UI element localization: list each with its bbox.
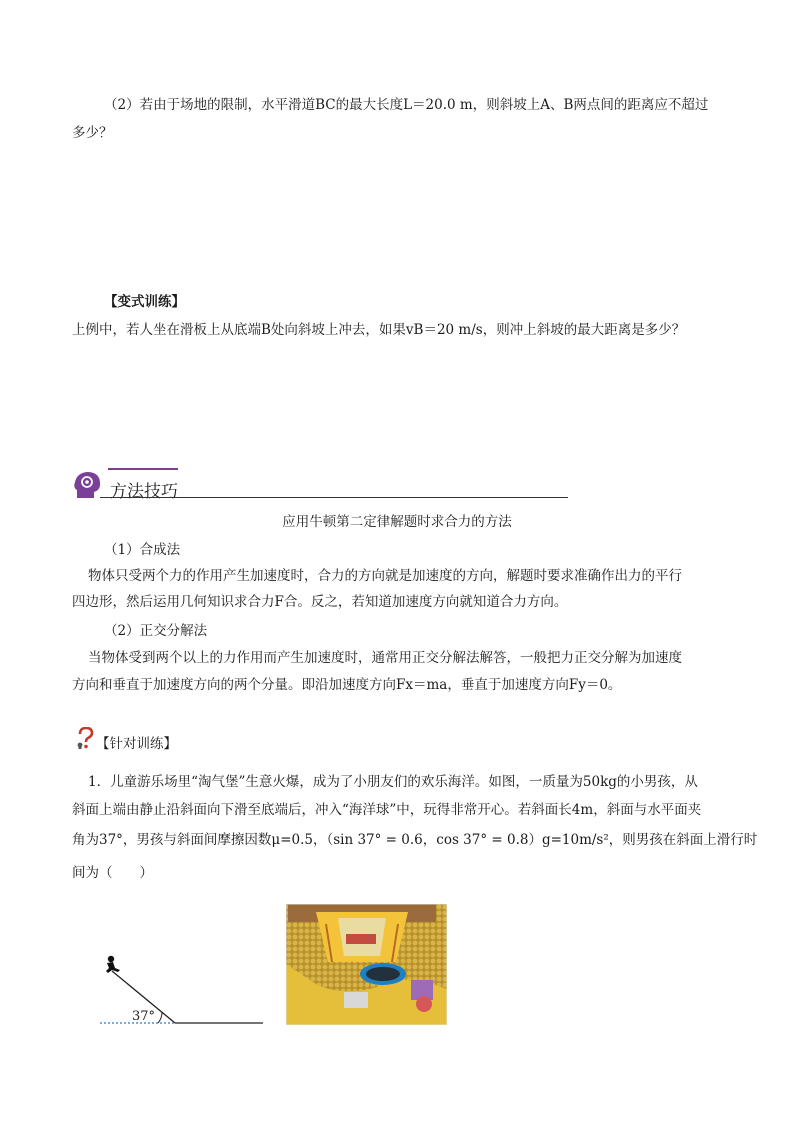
question-mark-icon xyxy=(76,727,96,749)
method-p1-title: （1）合成法 xyxy=(104,542,181,558)
question-2-line1: （2）若由于场地的限制，水平滑道BC的最大长度L＝20.0 m，则斜坡上A、B两点间的距离应不超过 xyxy=(104,97,709,113)
method-subtitle: 应用牛顿第二定律解题时求合力的方法 xyxy=(282,514,512,530)
practice-q1-line2: 斜面上端由静止沿斜面向下滑至底端后，冲入“海洋球”中，玩得非常开心。若斜面长4m，斜面与水平面夹 xyxy=(72,802,702,818)
method-p1-line2: 四边形，然后运用几何知识求合力F合。反之，若知道加速度方向就知道合力方向。 xyxy=(72,594,568,610)
practice-q1-line1: 1．儿童游乐场里“淘气堡”生意火爆，成为了小朋友们的欢乐海洋。如图，一质量为50kg的小男孩，从 xyxy=(88,774,698,790)
practice-title: 【针对训练】 xyxy=(96,736,177,752)
slope-diagram xyxy=(98,950,268,1030)
method-p2-line2: 方向和垂直于加速度方向的两个分量。即沿加速度方向Fx＝ma，垂直于加速度方向Fy＝0。 xyxy=(72,677,622,693)
playground-photo xyxy=(286,904,447,1025)
method-heading xyxy=(72,468,568,502)
method-p2-line1: 当物体受到两个以上的力作用而产生加速度时，通常用正交分解法解答，一般把力正交分解为加速度 xyxy=(88,650,682,666)
method-heading-title: 方法技巧 xyxy=(110,482,178,502)
question-2-line2: 多少？ xyxy=(72,125,113,141)
brain-head-icon xyxy=(72,470,104,500)
method-p2-title: （2）正交分解法 xyxy=(104,623,208,639)
practice-q1-line3: 角为37°，男孩与斜面间摩擦因数μ=0.5，（sin 37° = 0.6，cos 37° = 0.8）g=10m/s²，则男孩在斜面上滑行时 xyxy=(72,832,758,848)
boy-figure xyxy=(106,956,120,973)
angle-label: 37° xyxy=(132,1009,156,1024)
practice-q1-line4: 间为（ ） xyxy=(72,865,153,881)
method-p1-line1: 物体只受两个力的作用产生加速度时，合力的方向就是加速度的方向，解题时要求准确作出力的平行 xyxy=(88,568,682,584)
variant-question: 上例中，若人坐在滑板上从底端B处向斜坡上冲去，如果vB＝20 m/s，则冲上斜坡的最大距离是多少？ xyxy=(72,322,686,338)
variant-title: 【变式训练】 xyxy=(104,294,185,310)
